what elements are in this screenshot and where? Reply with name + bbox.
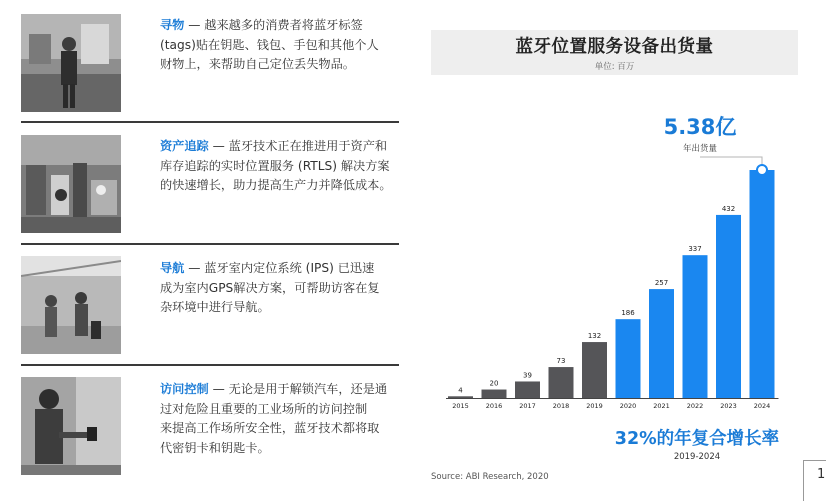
bar-2015 bbox=[448, 396, 473, 398]
x-tick-label: 2020 bbox=[619, 402, 637, 410]
bar-2017 bbox=[515, 381, 540, 398]
x-tick-label: 2024 bbox=[753, 402, 771, 410]
bar-value-label: 20 bbox=[489, 379, 499, 388]
bar-2016 bbox=[482, 390, 507, 398]
highlight-value: 5.38亿 bbox=[663, 115, 737, 139]
bar-2024 bbox=[750, 170, 775, 398]
bar-value-label: 186 bbox=[621, 309, 635, 318]
cagr-text: 32%的年复合增长率 bbox=[614, 429, 780, 449]
x-tick-label: 2023 bbox=[720, 402, 737, 410]
x-tick-label: 2017 bbox=[519, 402, 536, 410]
bar-2021 bbox=[649, 289, 674, 398]
x-tick-label: 2022 bbox=[686, 402, 704, 410]
section-text-asset-tracking: 资产追踪 — 蓝牙技术正在推进用于资产和 库存追踪的实时位置服务 (RTLS) 解决方案 的快速增长，助力提高生产力并降低成本。 bbox=[160, 139, 392, 192]
callout-leader-line bbox=[700, 157, 762, 166]
bar-value-label: 257 bbox=[654, 279, 669, 288]
section-heading: 导航 bbox=[160, 261, 185, 275]
chart-unit-label: 单位: 百万 bbox=[594, 62, 635, 72]
x-tick-label: 2015 bbox=[452, 402, 469, 410]
bar-value-label: 432 bbox=[721, 204, 736, 213]
bar-2020 bbox=[616, 319, 641, 398]
bar-2022 bbox=[683, 255, 708, 398]
bar-2018 bbox=[549, 367, 574, 398]
highlight-caption: 年出货量 bbox=[682, 144, 717, 154]
bar-value-label: 132 bbox=[587, 332, 602, 341]
x-tick-label: 2019 bbox=[586, 402, 603, 410]
page-number: 1 bbox=[817, 467, 826, 482]
highlight-marker bbox=[757, 165, 767, 175]
bar-2023 bbox=[716, 215, 741, 398]
bar-2019 bbox=[582, 342, 607, 398]
x-tick-label: 2021 bbox=[653, 402, 670, 410]
bar-value-label: 4 bbox=[458, 386, 463, 395]
x-tick-label: 2018 bbox=[552, 402, 570, 410]
section-heading: 寻物 bbox=[160, 18, 185, 32]
section-text-access-control: 访问控制 — 无论是用于解锁汽车，还是通 过对危险且重要的工业场所的访问控制 来提高工作场所安全性，蓝牙技术都将取 代密钥卡和钥匙卡。 bbox=[160, 382, 388, 455]
bar-value-label: 39 bbox=[523, 371, 532, 380]
section-text-navigation: 导航 — 蓝牙室内定位系统 (IPS) 已迅速 成为室内GPS解决方案，可帮助访客在复 杂环境中进行导航。 bbox=[160, 261, 380, 314]
section-heading: 访问控制 bbox=[160, 382, 209, 396]
bar-value-label: 337 bbox=[688, 245, 702, 254]
source-note: Source: ABI Research, 2020 bbox=[431, 472, 549, 482]
section-text-finding: 寻物 — 越来越多的消费者将蓝牙标签 (tags)贴在钥匙、钱包、手包和其他个人 财物上，来帮助自己定位丢失物品。 bbox=[160, 18, 379, 71]
cagr-range: 2019-2024 bbox=[673, 452, 721, 462]
bar-value-label: 73 bbox=[556, 357, 566, 366]
chart-title: 蓝牙位置服务设备出货量 bbox=[515, 37, 714, 57]
section-heading: 资产追踪 bbox=[160, 139, 209, 153]
x-tick-label: 2016 bbox=[485, 402, 503, 410]
